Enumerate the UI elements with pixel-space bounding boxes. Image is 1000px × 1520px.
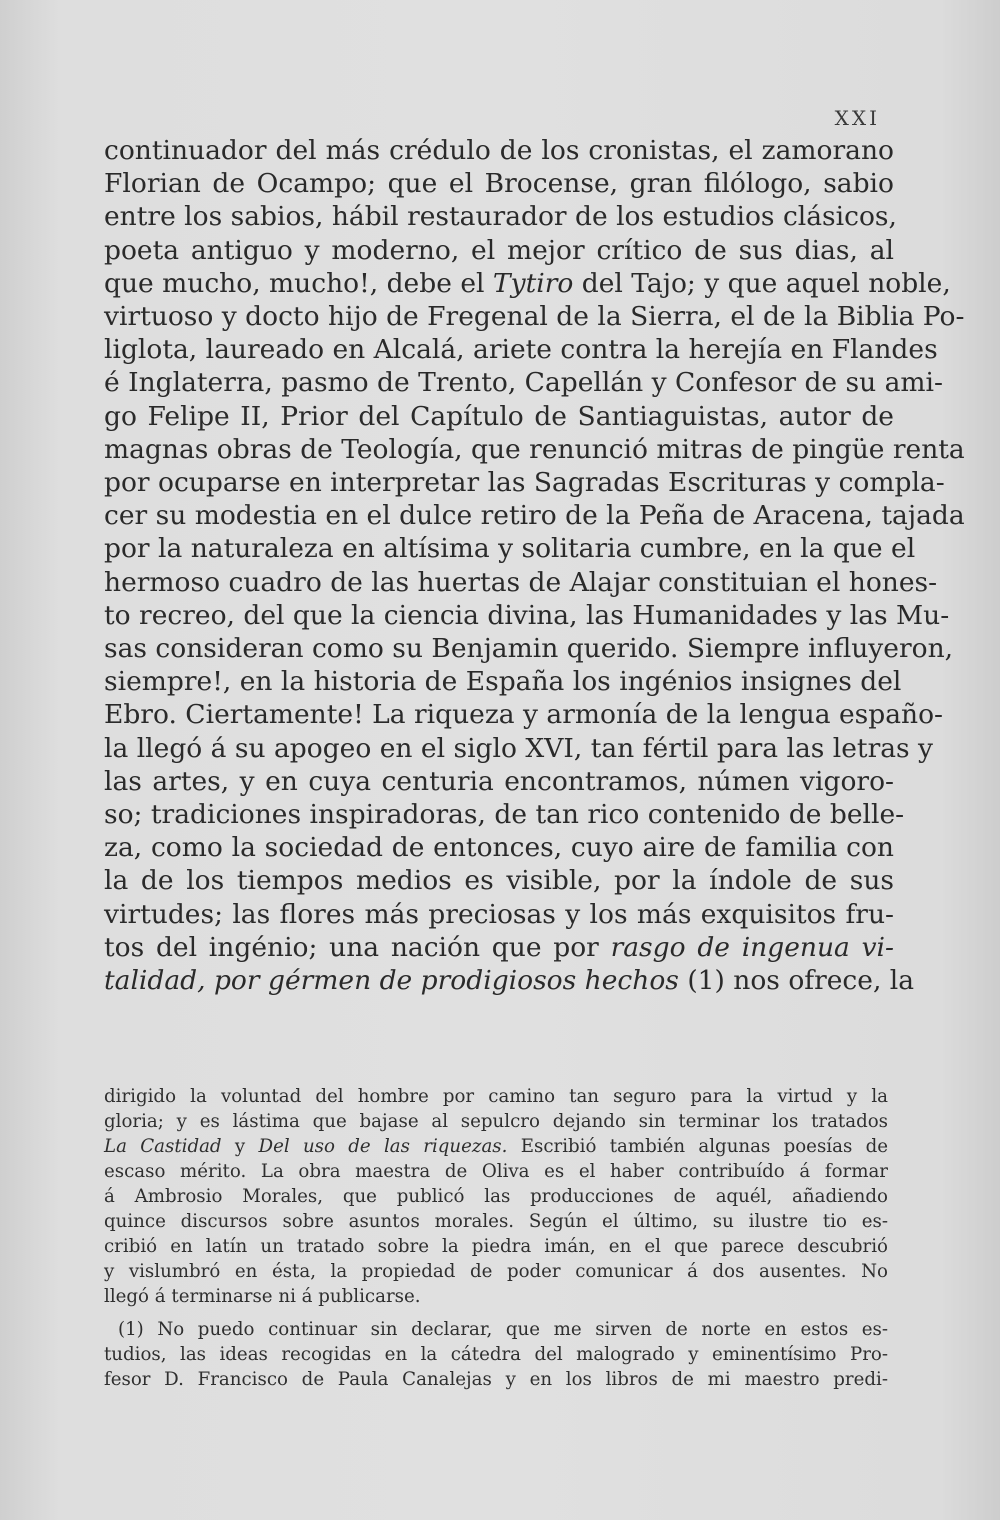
text-segment: del Tajo; y que aquel noble,	[581, 267, 951, 299]
text-segment: tos del ingénio; una nación que por	[104, 931, 599, 963]
footnote-line: quince discursos sobre asuntos morales. Según el último, su ilustre tio es-	[104, 1211, 888, 1232]
text-segment: Escribió también algunas poesías de	[520, 1136, 888, 1157]
footnotes-block	[104, 1084, 888, 1392]
italic-phrase: talidad, por gérmen de prodigiosos hechos	[104, 965, 679, 997]
footnote-line: escaso mérito. La obra maestra de Oliva es el haber contribuído á formar	[104, 1161, 888, 1182]
text-line: sas consideran como su Benjamin querido. Siempre influyeron,	[104, 633, 954, 665]
text-line	[104, 964, 915, 997]
text-line: por la naturaleza en altísima y solitaria cumbre, en la que el	[104, 533, 916, 565]
text-segment: y	[234, 1136, 246, 1157]
text-line	[104, 267, 951, 300]
text-line	[104, 931, 894, 964]
text-line: por ocuparse en interpretar las Sagradas Escrituras y compla-	[104, 467, 945, 499]
text-line: magnas obras de Teología, que renunció mitras de pingüe renta	[104, 433, 965, 465]
text-line: continuador del más crédulo de los cronistas, el zamorano	[104, 135, 894, 166]
italic-title: La Castidad	[104, 1136, 222, 1157]
text-line: é Inglaterra, pasmo de Trento, Capellán y Confesor de su ami-	[104, 367, 943, 399]
text-line: za, como la sociedad de entonces, cuyo aire de familia con	[104, 832, 894, 864]
footnote-line: cribió en latín un tratado sobre la piedra imán, en el que parece descubrió	[104, 1236, 888, 1257]
text-line: Ebro. Ciertamente! La riqueza y armonía de la lengua españo-	[104, 699, 943, 731]
text-line: la llegó á su apogeo en el siglo XVI, tan fértil para las letras y	[104, 732, 934, 764]
footnote-line	[104, 1134, 888, 1159]
text-line: virtuoso y docto hijo de Fregenal de la Sierra, el de la Biblia Po-	[104, 301, 965, 333]
text-line: siempre!, en la historia de España los ingénios insignes del	[104, 666, 902, 698]
italic-word: Tytiro	[492, 267, 574, 299]
main-text-block	[104, 134, 965, 997]
text-line: hermoso cuadro de las huertas de Alajar constituian el hones-	[104, 566, 938, 598]
text-line: so; tradiciones inspiradoras, de tan rico contenido de belle-	[104, 799, 905, 831]
footnote-line: á Ambrosio Morales, que publicó las producciones de aquél, añadiendo	[104, 1186, 888, 1207]
text-line: las artes, y en cuya centuria encontramos, númen vigoro-	[104, 765, 894, 797]
text-line: cer su modestia en el dulce retiro de la Peña de Aracena, tajada	[104, 500, 965, 532]
italic-phrase: rasgo de ingenua vi-	[610, 931, 894, 963]
text-line: to recreo, del que la ciencia divina, las Humanidades y las Mu-	[104, 599, 950, 631]
footnote-line: y vislumbró en ésta, la propiedad de poder comunicar á dos ausentes. No	[104, 1261, 888, 1282]
text-line: liglota, laureado en Alcalá, ariete contra la herejía en Flandes	[104, 334, 938, 366]
italic-title: Del uso de las riquezas.	[258, 1136, 508, 1157]
footnote-1	[104, 1317, 888, 1392]
footnote-line: llegó á terminarse ni á publicarse.	[104, 1286, 421, 1307]
footnote-line: (1) No puedo continuar sin declarar, que me sirven de norte en estos es-	[118, 1319, 888, 1340]
text-line: entre los sabios, hábil restaurador de los estudios clásicos,	[104, 201, 897, 233]
text-line: Florian de Ocampo; que el Brocense, gran filólogo, sabio	[104, 168, 894, 200]
text-line: virtudes; las flores más preciosas y los más exquisitos fru-	[104, 898, 894, 930]
footnote-line: dirigido la voluntad del hombre por camino tan seguro para la virtud y la	[104, 1086, 888, 1107]
footnote-line: tudios, las ideas recogidas en la cátedra del malogrado y eminentísimo Pro-	[104, 1344, 888, 1365]
text-line: go Felipe II, Prior del Capítulo de Santiaguistas, autor de	[104, 400, 894, 432]
footnote-line: gloria; y es lástima que bajase al sepulcro dejando sin terminar los tratados	[104, 1111, 888, 1132]
text-line: poeta antiguo y moderno, el mejor crítico de sus dias, al	[104, 234, 894, 266]
footnote-line: fesor D. Francisco de Paula Canalejas y en los libros de mi maestro predi-	[104, 1369, 888, 1390]
page-number: XXI	[834, 106, 880, 130]
text-segment: que mucho, mucho!, debe el	[104, 267, 485, 299]
text-line: la de los tiempos medios es visible, por la índole de sus	[104, 865, 894, 897]
text-segment: (1) nos ofrece, la	[687, 965, 915, 997]
